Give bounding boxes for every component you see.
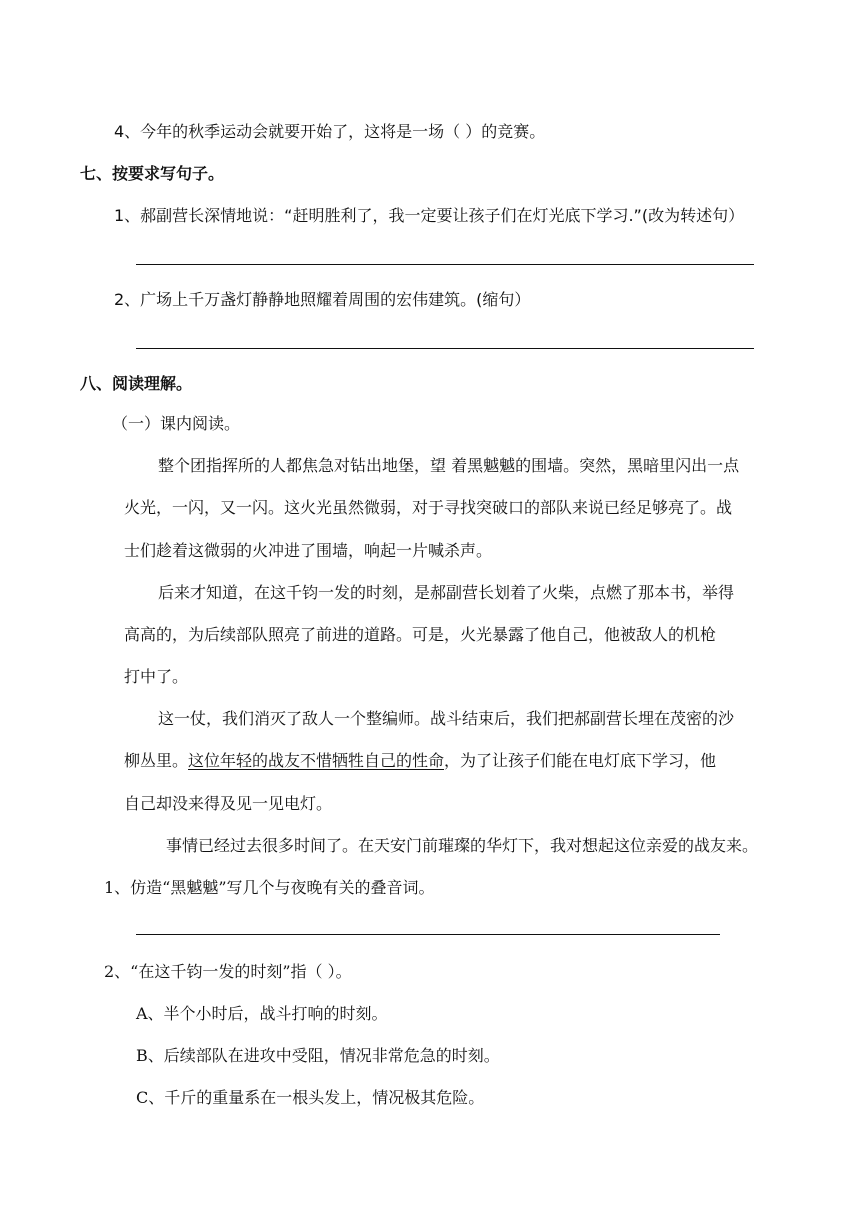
reading-question-1: 1、仿造“黑魆魆”写几个与夜晚有关的叠音词。 [104, 878, 435, 897]
answer-line-7-2[interactable] [136, 348, 754, 349]
option-b: B、后续部队在进攻中受阻，情况非常危急的时刻。 [136, 1046, 500, 1065]
passage-p4-line1: 事情已经过去很多时间了。在天安门前璀璨的华灯下，我对想起这位亲爱的战友来。 [166, 836, 759, 855]
section-8-heading: 八、阅读理解。 [80, 374, 193, 393]
section-7-question-1: 1、郝副营长深情地说：“赶明胜利了，我一定要让孩子们在灯光底下学习.”(改为转述句） [114, 206, 745, 225]
passage-p3-line2-end: ，为了让孩子们能在电灯底下学习，他 [444, 751, 717, 770]
section-7-question-2: 2、广场上千万盏灯静静地照耀着周围的宏伟建筑。(缩句） [114, 290, 531, 309]
passage-p2-line2: 高高的，为后续部队照亮了前进的道路。可是，火光暴露了他自己，他被敌人的机枪 [124, 625, 717, 644]
question-6-item-4: 4、今年的秋季运动会就要开始了，这将是一场（ ）的竞赛。 [114, 122, 546, 141]
passage-p3-line2 [124, 751, 716, 771]
answer-line-7-1[interactable] [136, 264, 754, 265]
passage-p2-line1: 后来才知道，在这千钧一发的时刻，是郝副营长划着了火柴，点燃了那本书，举得 [158, 583, 735, 602]
option-c: C、千斤的重量系在一根头发上，情况极其危险。 [136, 1088, 485, 1107]
section-8-subheading: （一）课内阅读。 [112, 414, 241, 433]
passage-p1-line1: 整个团指挥所的人都焦急对钻出地堡，望 着黑魆魆的围墙。突然，黑暗里闪出一点 [158, 456, 740, 475]
passage-p2-line3: 打中了。 [124, 667, 189, 686]
answer-line-8-1[interactable] [136, 934, 720, 935]
passage-p1-line2: 火光，一闪，又一闪。这火光虽然微弱，对于寻找突破口的部队来说已经足够亮了。战 [124, 498, 733, 517]
underlined-sentence: 这位年轻的战友不惜牺牲自己的性命 [188, 751, 445, 770]
passage-p3-line3: 自己却没来得及见一见电灯。 [124, 794, 333, 813]
option-a: A、半个小时后，战斗打响的时刻。 [136, 1004, 388, 1023]
passage-p3-line1: 这一仗，我们消灭了敌人一个整编师。战斗结束后，我们把郝副营长埋在茂密的沙 [158, 709, 735, 728]
section-7-heading: 七、按要求写句子。 [80, 164, 225, 183]
passage-p3-line2-start: 柳丛里。 [124, 751, 189, 770]
passage-p1-line3: 士们趁着这微弱的火冲进了围墙，响起一片喊杀声。 [124, 541, 493, 560]
reading-question-2: 2、“在这千钧一发的时刻”指（ ）。 [104, 962, 352, 981]
